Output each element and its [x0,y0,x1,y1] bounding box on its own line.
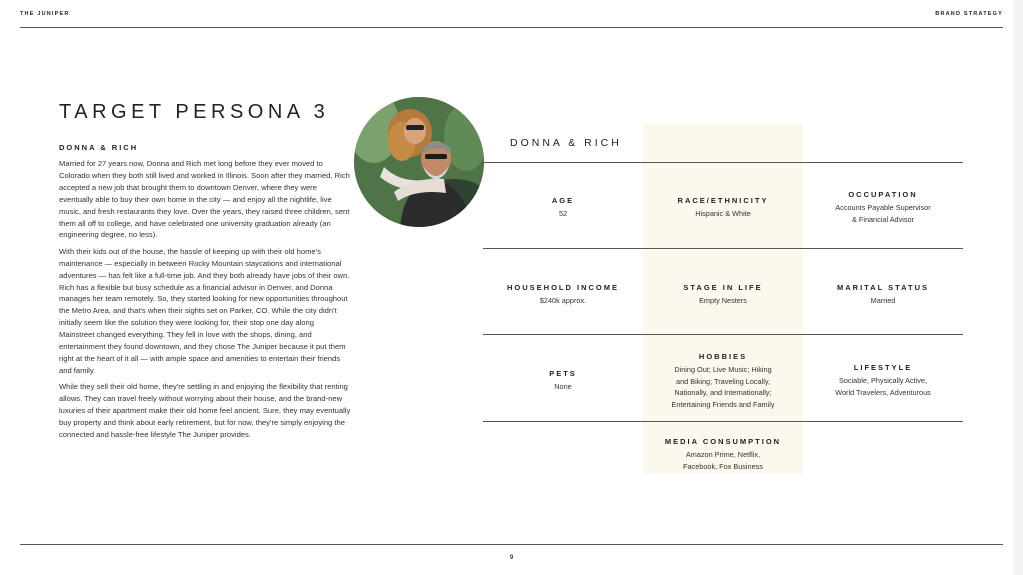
cell-stage-in-life [643,282,803,307]
marital-status-value: Married [870,295,896,305]
occupation-label: OCCUPATION [848,190,918,199]
brand-name: THE JUNIPER [20,11,70,17]
bottom-divider [20,544,1003,545]
table-divider-2 [483,248,963,249]
table-divider-1 [483,162,963,163]
household-income-label: HOUSEHOLD INCOME [506,283,619,292]
pets-label: PETS [549,369,577,378]
table-title: DONNA & RICH [510,137,622,149]
occupation-value: Accounts Payable Supervisor & Financial Advisor [835,202,931,224]
persona-story [59,158,351,445]
cell-media-consumption [643,436,803,472]
persona-name: DONNA & RICH [59,143,139,152]
persona-photo [354,97,484,227]
cell-hobbies [643,351,803,411]
cell-pets [483,368,643,393]
household-income-value: $240k approx. [539,295,587,305]
hobbies-value: Dining Out; Live Music; Hiking and Biking; Traveling Locally, Nationally, and Internationally; Entertaining Friends and Family [671,364,775,410]
race-ethnicity-value: Hispanic & White [695,208,751,218]
pets-value: None [554,381,572,391]
page-number: 9 [509,555,514,561]
stage-in-life-value: Empty Nesters [699,295,747,305]
stage-in-life-label: STAGE IN LIFE [683,283,763,292]
lifestyle-label: LIFESTYLE [853,363,913,372]
page-title: TARGET PERSONA 3 [59,101,330,123]
hobbies-label: HOBBIES [698,352,748,361]
lifestyle-value: Sociable, Physically Active, World Travelers, Adventurous [835,375,931,397]
race-ethnicity-label: RACE/ETHNICITY [677,196,769,205]
cell-age [483,195,643,220]
cell-race-ethnicity [643,195,803,220]
couple-photo-illustration [354,97,484,227]
top-divider [20,27,1003,28]
story-paragraph-1: Married for 27 years now, Donna and Rich met long before they ever moved to Colorado when they both still lived and worked in Illinois. Soon after they married, Rich accepted a new job that brought them to downtown Denver, where they were eventually able to buy their own home in the city — and enjoy all the nightlife, live music, and fresh restaurants they love. Over the years, they raised three children, sent them all off to college, and have celebrated one university graduation already (an engineering degree, no less). [59,159,350,240]
cell-occupation [803,189,963,225]
story-paragraph-3: While they sell their old home, they're settling in and enjoying the flexibility that renting allows. They can travel freely without worrying about their house, and the brand-new luxuries of their apartment make their old home feel ancient. Sure, they may eventually buy property and think about early retirement, but for now, they're simply enjoying the connected and hassle-free lifestyle The Juniper provides. [59,382,351,439]
age-value: 52 [558,208,568,218]
cell-marital-status [803,282,963,307]
cell-lifestyle [803,362,963,398]
marital-status-label: MARITAL STATUS [836,283,930,292]
table-divider-4 [483,421,963,422]
table-divider-3 [483,334,963,335]
story-paragraph-2: With their kids out of the house, the hassle of keeping up with their old home's maintenance — especially in between Rocky Mountain staycations and international adventures — has felt like a full-time job. And they both already have jobs of their own. Rich has a flexible but busy schedule as a financial advisor in Denver, and Donna manages her team remotely. So, they started looking for new opportunities throughout the Metro Area, and that's when their sights set on Parker, CO. While the city didn't initially seem like the solution they were looking for, their stop one day along Mainstreet changed everything. They fell in love with the shops, dining, and entertainment they found downtown, and they chose The Juniper because it put them right at the heart of it all — with ample space and amenities to entertain their friends and family. [59,246,350,375]
scrollbar[interactable] [1013,0,1023,575]
media-consumption-label: MEDIA CONSUMPTION [664,437,782,446]
cell-household-income [483,282,643,307]
age-label: AGE [551,196,575,205]
media-consumption-value: Amazon Prime, Netflix, Facebook, Fox Business [683,449,763,471]
section-name: BRAND STRATEGY [935,11,1003,17]
